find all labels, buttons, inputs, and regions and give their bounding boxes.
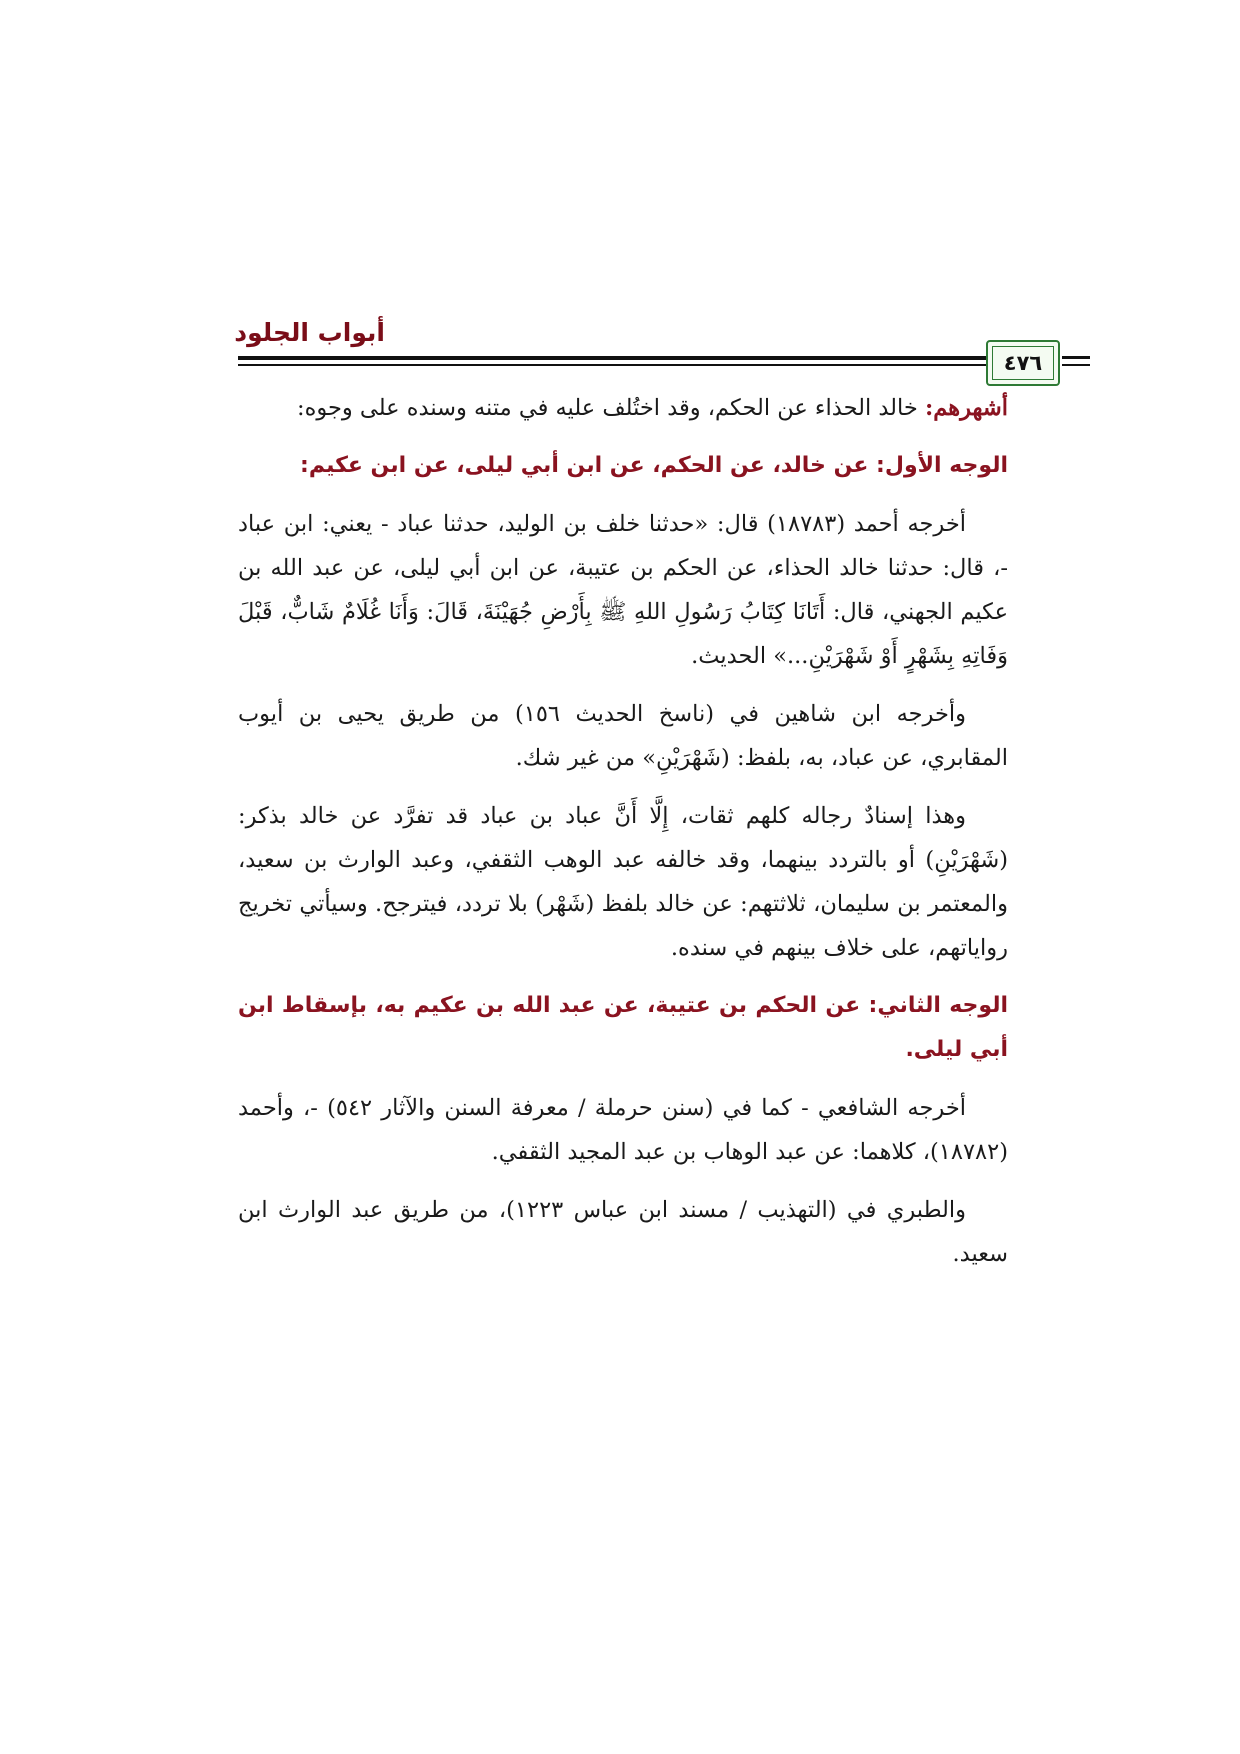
page-body bbox=[238, 386, 1008, 1276]
paragraph-1-lead: أشهرهم: bbox=[924, 395, 1008, 421]
running-header-title: أبواب الجلود bbox=[234, 318, 385, 347]
header-rule-right-thin bbox=[1062, 364, 1090, 366]
section-heading-2: الوجه الثاني: عن الحكم بن عتيبة، عن عبد الله بن عكيم به، بإسقاط ابن أبي ليلى. bbox=[238, 993, 1008, 1062]
section-heading-1: الوجه الأول: عن خالد، عن الحكم، عن ابن أبي ليلى، عن ابن عكيم: bbox=[300, 453, 1008, 478]
page-number: ٤٧٦ bbox=[992, 346, 1054, 380]
paragraph-1 bbox=[238, 386, 1008, 430]
paragraph-1-text: خالد الحذاء عن الحكم، وقد اختُلف عليه في متنه وسنده على وجوه: bbox=[297, 395, 925, 421]
page-number-badge bbox=[986, 340, 1060, 386]
paragraph-2: أخرجه أحمد (١٨٧٨٣) قال: «حدثنا خلف بن الوليد، حدثنا عباد - يعني: ابن عباد -، قال: حدثنا خالد الحذاء، عن الحكم بن عتيبة، عن ابن أبي ليلى، عن عبد الله بن عكيم الجهني، قال: أَتَانَا كِتَابُ رَسُولِ اللهِ ﷺ بِأَرْضِ جُهَيْنَةَ، قَالَ: وَأَنَا غُلَامٌ شَابٌّ، قَبْلَ وَفَاتِهِ بِشَهْرٍ أَوْ شَهْرَيْنِ...» الحديث. bbox=[238, 511, 1008, 669]
paragraph-3: وأخرجه ابن شاهين في (ناسخ الحديث ١٥٦) من طريق يحيى بن أيوب المقابري، عن عباد، به، بلفظ: (شَهْرَيْنِ» من غير شك. bbox=[238, 701, 1008, 771]
paragraph-6: والطبري في (التهذيب / مسند ابن عباس ١٢٢٣)، من طريق عبد الوارث ابن سعيد. bbox=[238, 1197, 1008, 1267]
header-rule-right-thick bbox=[1062, 356, 1090, 359]
header-rule-thin bbox=[238, 364, 986, 366]
paragraph-4: وهذا إسنادٌ رجاله كلهم ثقات، إِلَّا أَنَّ عباد بن عباد قد تفرَّد عن خالد بذكر: (شَهْرَيْنِ) أو بالتردد بينهما، وقد خالفه عبد الوهب الثقفي، وعبد الوارث بن سعيد، والمعتمر بن سليمان، ثلاثتهم: عن خالد بلفظ (شَهْر) بلا تردد، فيترجح. وسيأتي تخريج رواياتهم، على خلاف بينهم في سنده. bbox=[238, 803, 1008, 961]
paragraph-5: أخرجه الشافعي - كما في (سنن حرملة / معرفة السنن والآثار ٥٤٢) -، وأحمد (١٨٧٨٢)، كلاهما: عن عبد الوهاب بن عبد المجيد الثقفي. bbox=[238, 1095, 1008, 1165]
header-rule-thick bbox=[238, 356, 986, 360]
